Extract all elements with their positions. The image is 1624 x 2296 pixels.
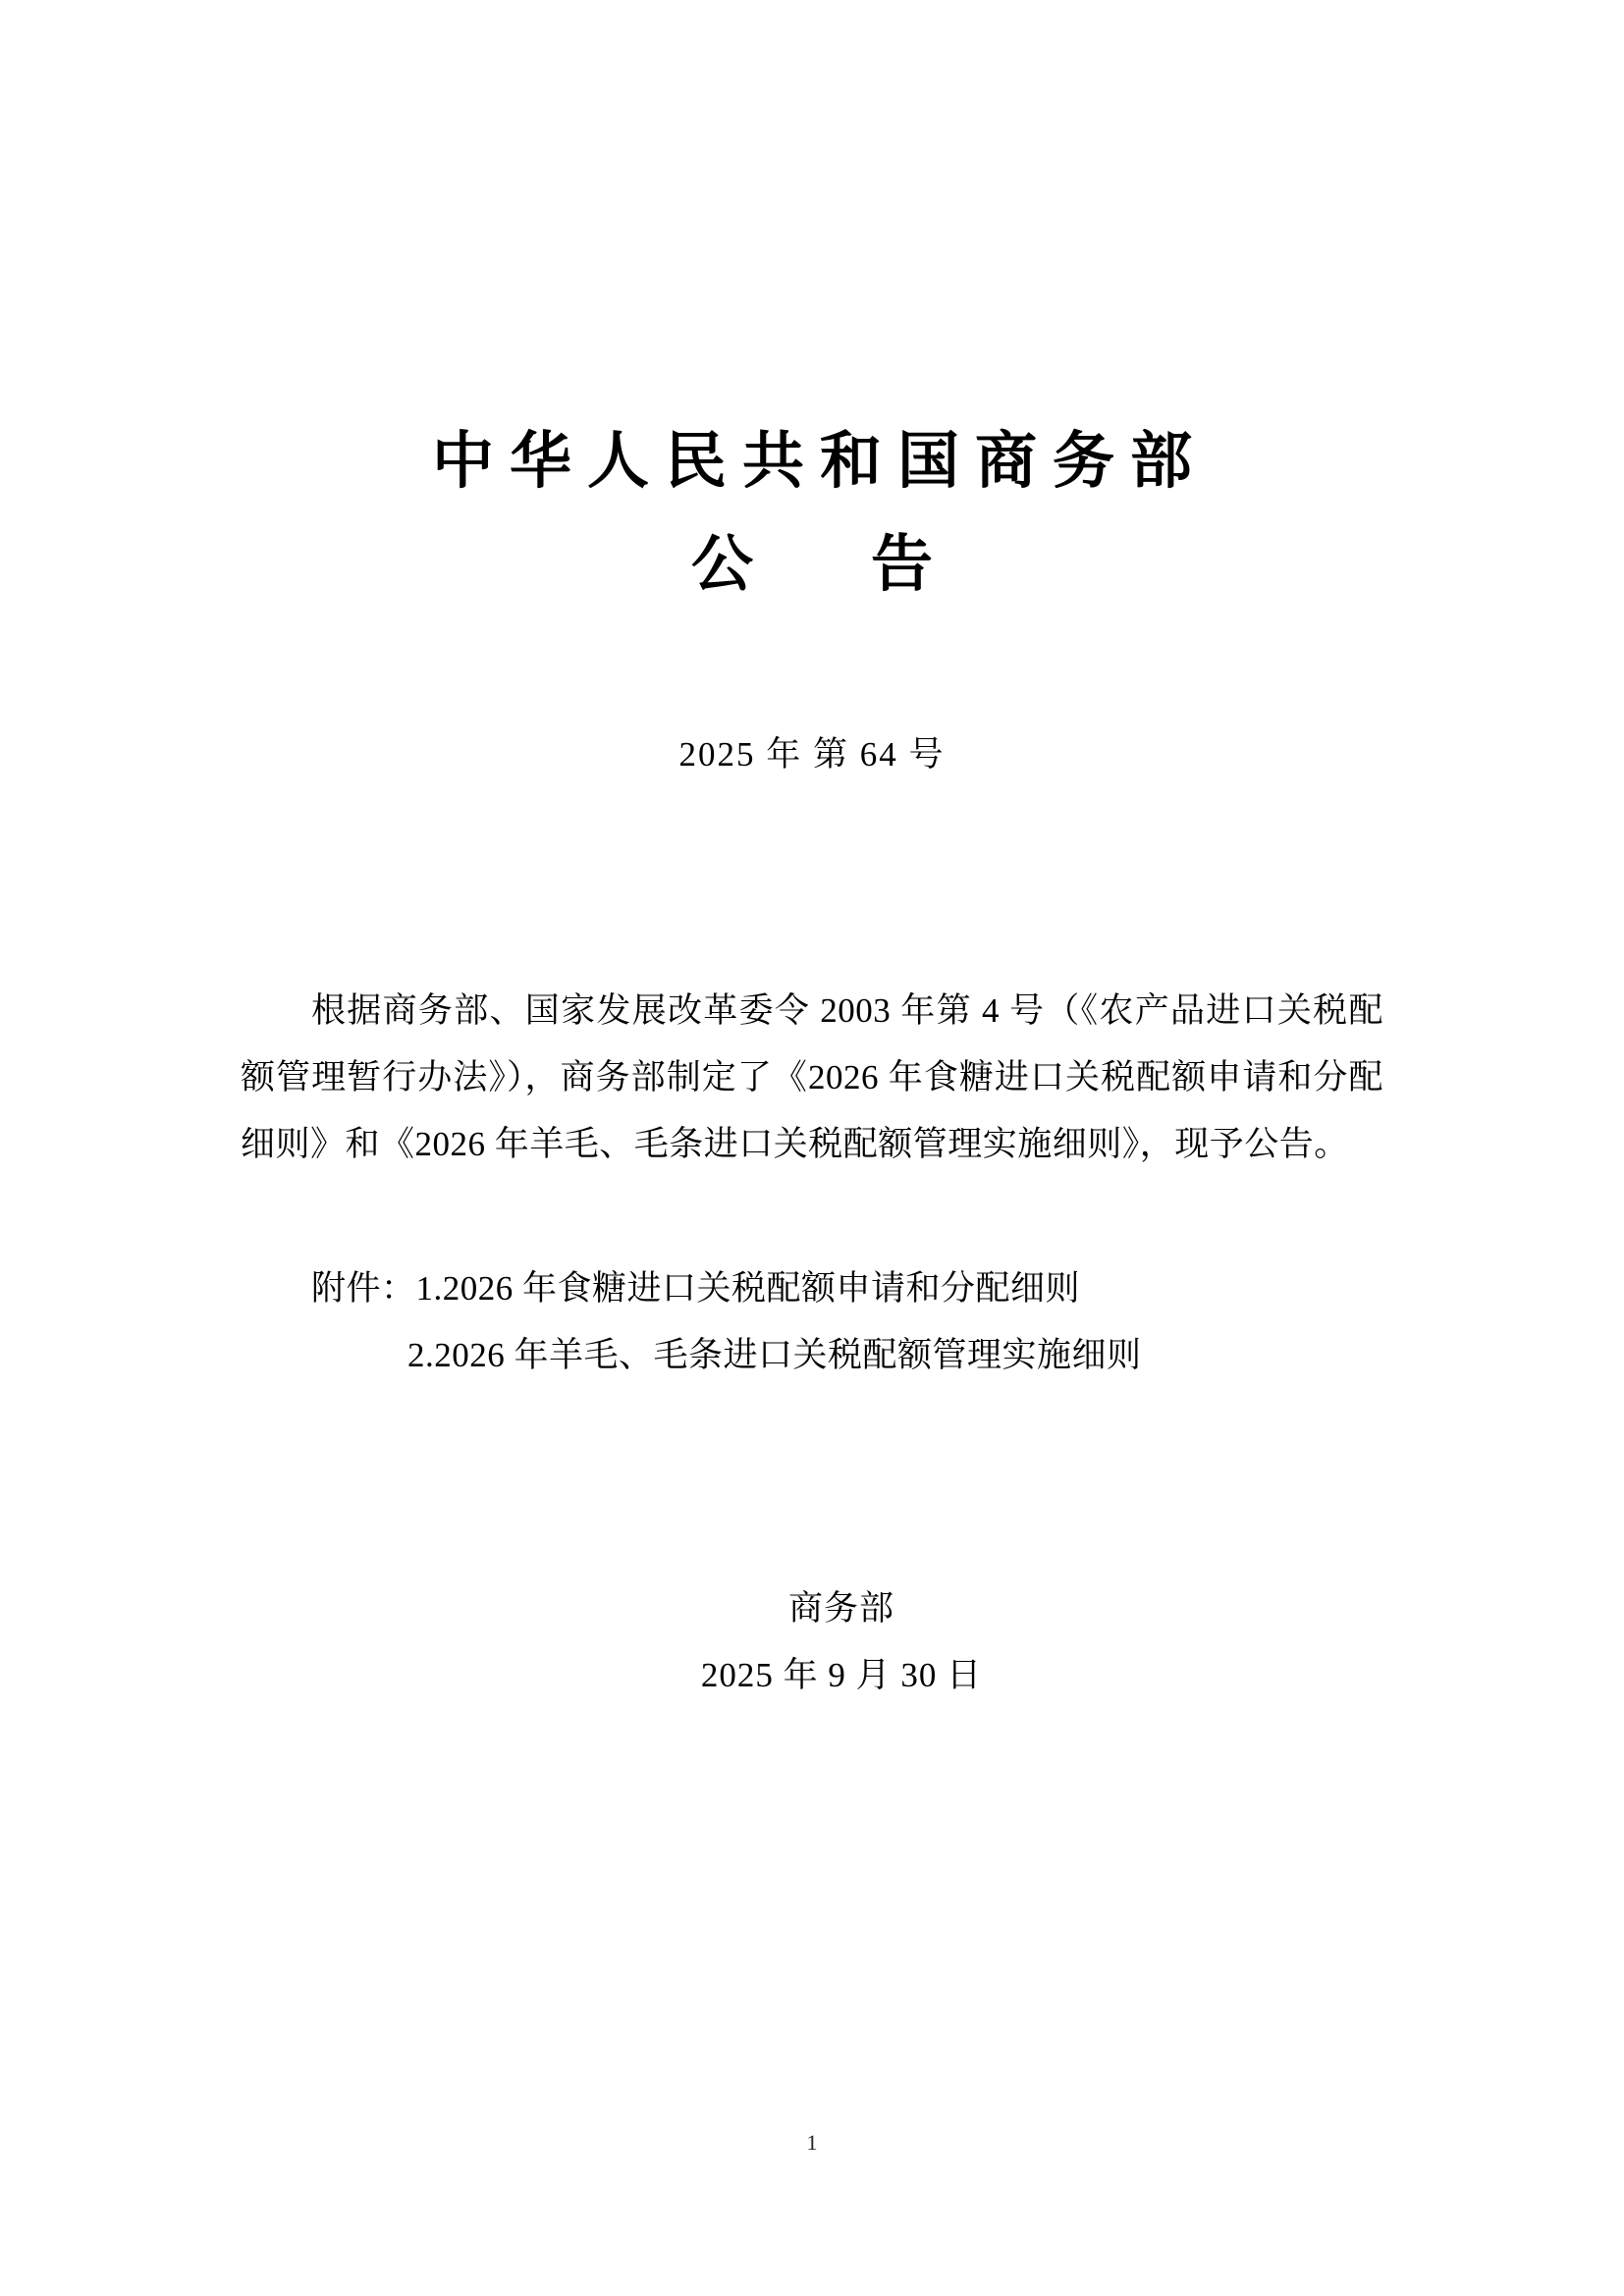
page-number: 1 — [806, 2130, 818, 2155]
signature-block — [241, 1389, 1383, 1710]
attachments-section — [241, 1179, 1383, 1390]
signature-date: 2025 年 9 月 30 日 — [700, 1656, 983, 1695]
body-section — [241, 781, 1383, 1179]
page-title-line1: 中华人民共和国商务部 — [432, 427, 1208, 496]
signature-issuer: 商务部 — [787, 1589, 894, 1628]
attachment-item-1: 附件：1.2026 年食糖进口关税配额申请和分配细则 — [311, 1268, 1081, 1308]
body-paragraph: 根据商务部、国家发展改革委令 2003 年第 4 号（《农产品进口关税配额管理暂行办法》），商务部制定了《2026 年食糖进口关税配额申请和分配细则》和《2026 年羊毛、毛条进口关税配额管理实施细则》，现予公告。 — [241, 990, 1383, 1164]
page-title-line2: 公告 — [691, 529, 1051, 599]
attachment-item-2: 2.2026 年羊毛、毛条进口关税配额管理实施细则 — [407, 1335, 1142, 1374]
announcement-number: 2025 年 第 64 号 — [678, 735, 946, 774]
